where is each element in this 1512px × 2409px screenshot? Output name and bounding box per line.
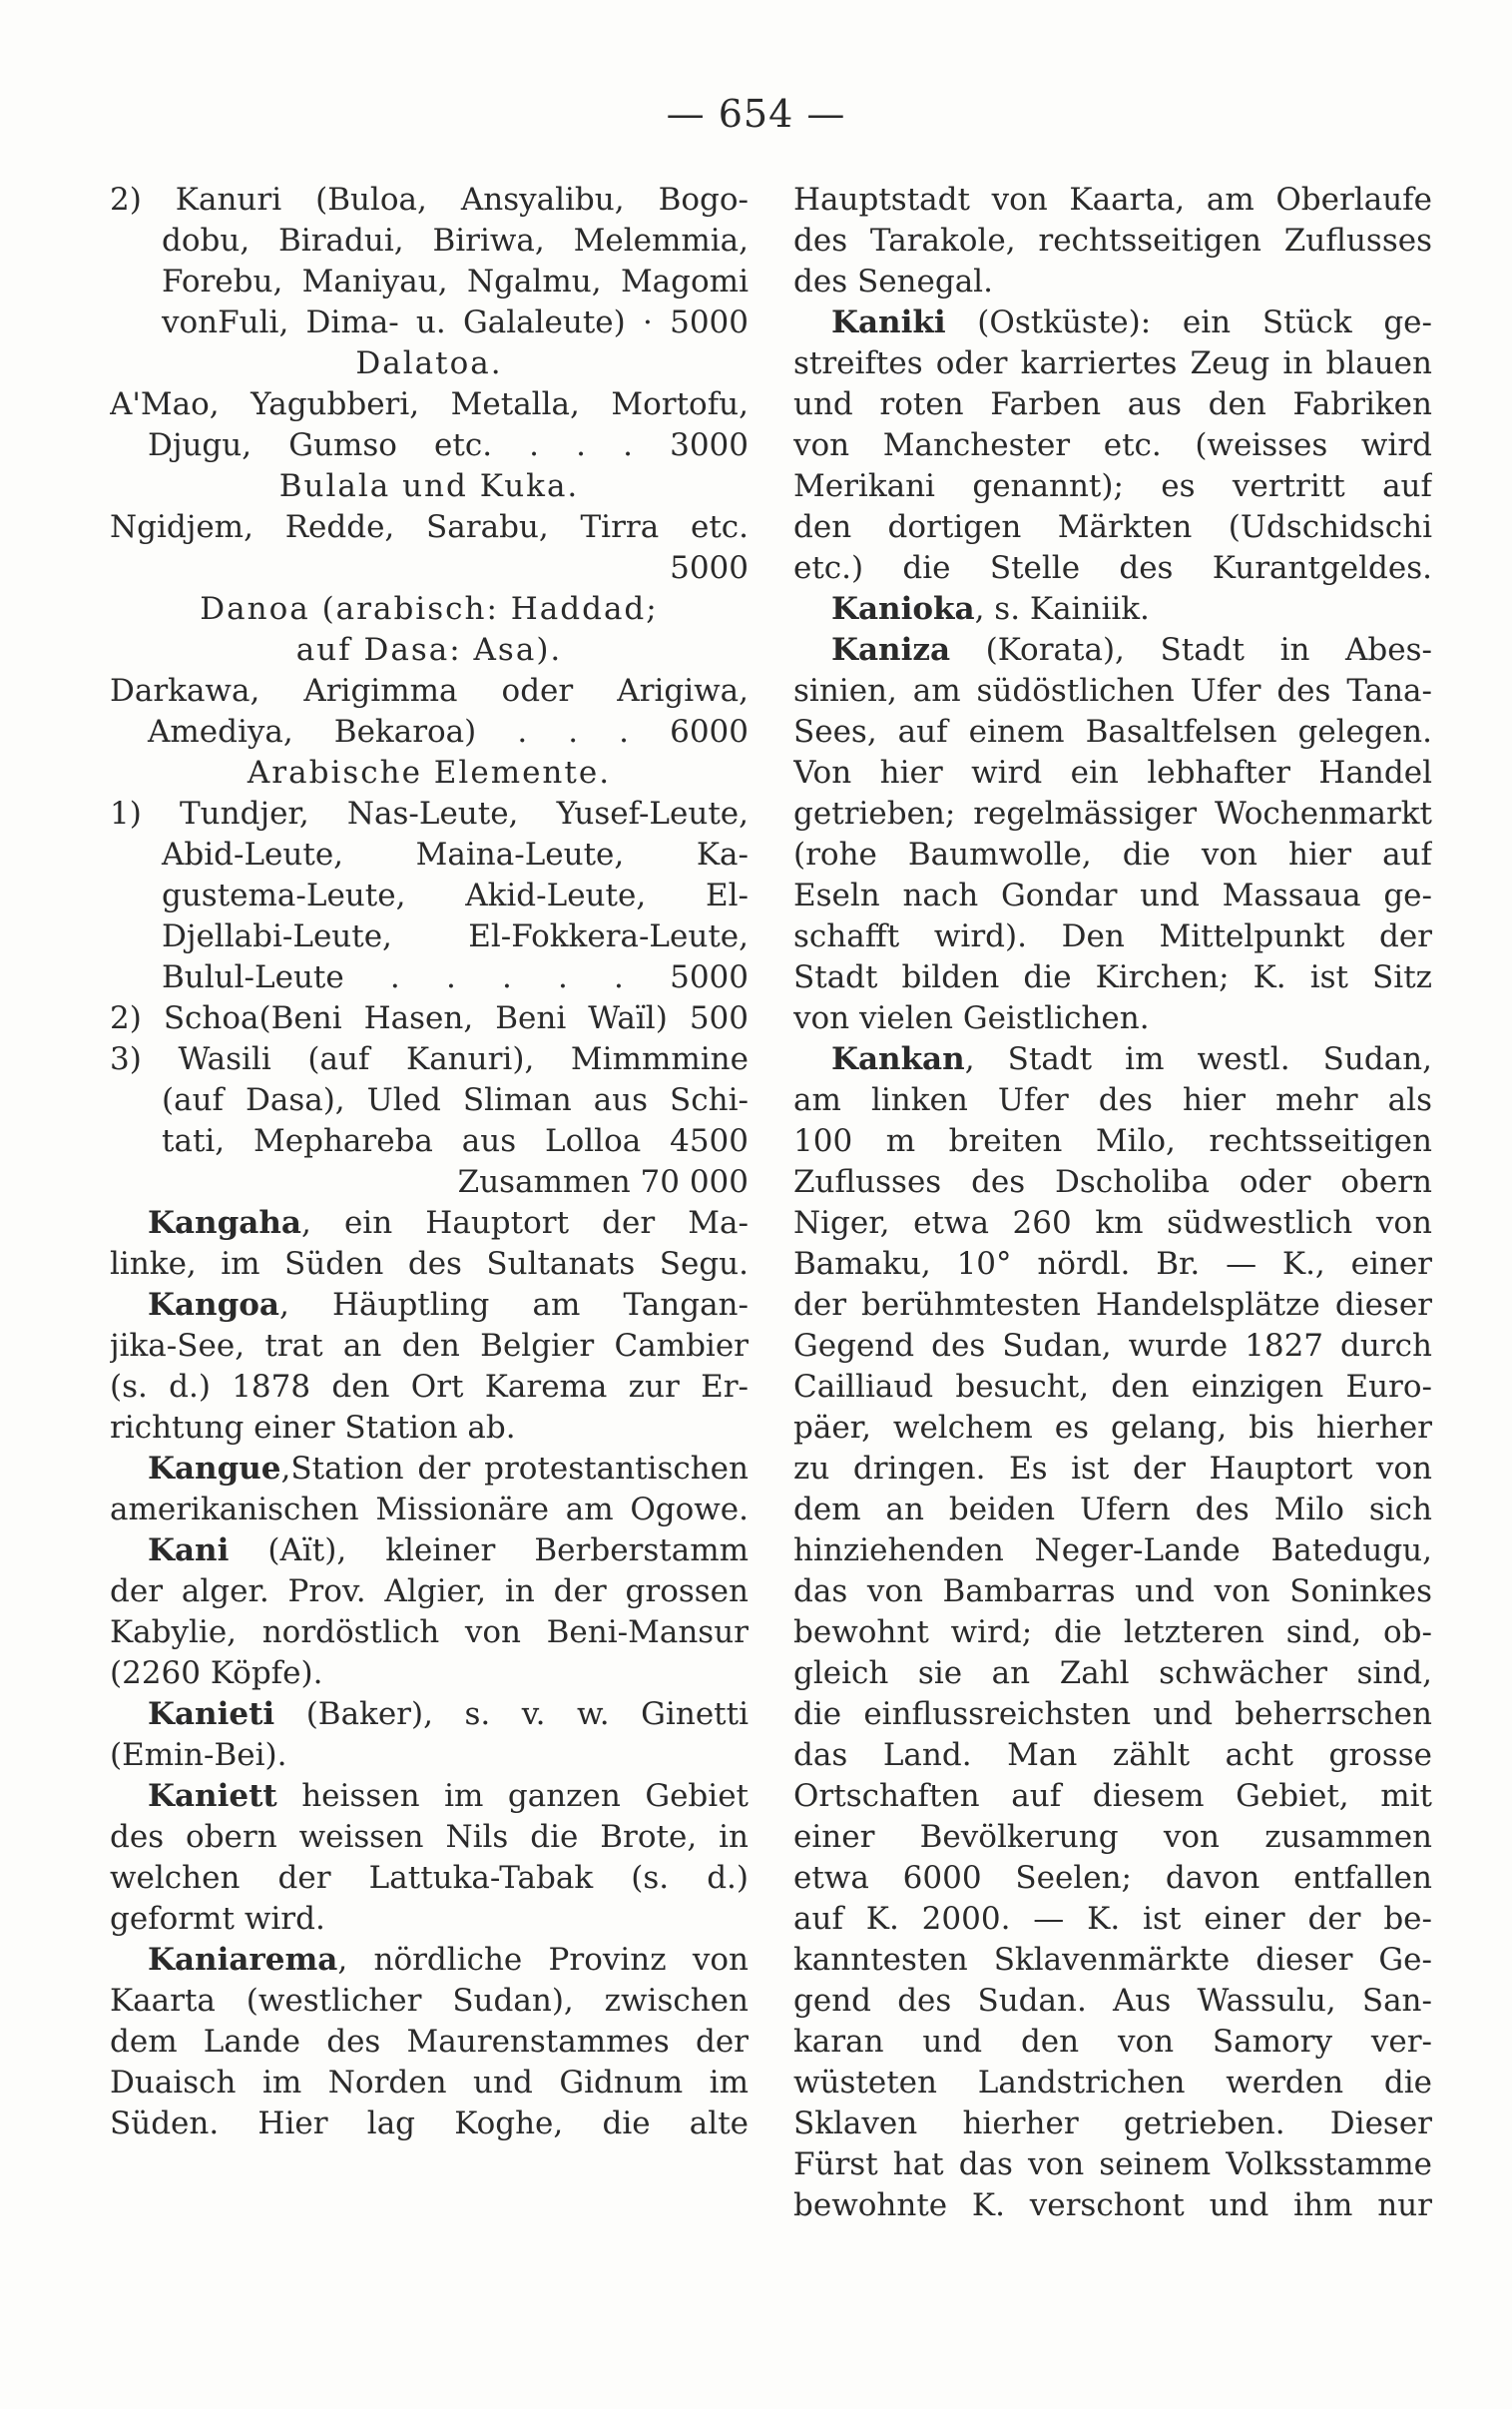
line-text: (Korata), Stadt in Abes- [950, 632, 1432, 668]
line-text: Kabylie, nordöstlich von Beni-Mansur [110, 1614, 749, 1650]
text-line [793, 1367, 1432, 1408]
line-text: gustema-Leute, Akid-Leute, El- [162, 878, 749, 913]
text-line [110, 548, 749, 589]
text-line [793, 384, 1432, 425]
text-line [110, 589, 749, 630]
line-text: bewohnt wird; die letzteren sind, ob- [793, 1614, 1432, 1650]
right-column [793, 180, 1432, 2226]
line-text: Darkawa, Arigimma oder Arigiwa, [110, 673, 749, 709]
line-text: Abid-Leute, Maina-Leute, Ka- [162, 837, 749, 873]
text-line [793, 302, 1432, 343]
line-text: gend des Sudan. Aus Wassulu, San- [793, 1983, 1432, 2019]
text-line [793, 630, 1432, 671]
text-line [793, 1408, 1432, 1449]
line-text: Süden. Hier lag Koghe, die alte [110, 2106, 749, 2141]
text-line [793, 1612, 1432, 1653]
line-text: Hauptstadt von Kaarta, am Oberlaufe [793, 182, 1432, 218]
text-line [110, 712, 749, 753]
line-text: Eseln nach Gondar und Massaua ge- [793, 878, 1432, 913]
text-line [110, 1981, 749, 2022]
line-text: streiftes oder karriertes Zeug in blauen [793, 345, 1432, 381]
line-text: richtung einer Station ab. [110, 1410, 516, 1446]
text-line [793, 1285, 1432, 1326]
text-line [110, 1121, 749, 1162]
line-text: A'Mao, Yagubberi, Metalla, Mortofu, [110, 386, 749, 422]
text-line [110, 1817, 749, 1858]
line-text: Bamaku, 10° nördl. Br. — K., einer [793, 1246, 1432, 1282]
text-line [793, 1653, 1432, 1694]
line-text: hinziehenden Neger-Lande Batedugu, [793, 1532, 1432, 1568]
line-text: , Häuptling am Tangan- [279, 1287, 749, 1323]
line-text: Cailliaud besucht, den einzigen Euro- [793, 1369, 1432, 1405]
line-text: Dalatoa. [355, 345, 503, 381]
text-line [793, 998, 1432, 1039]
entry-headword: Kangue [148, 1451, 281, 1487]
text-line [793, 1121, 1432, 1162]
line-text: heissen im ganzen Gebiet [276, 1778, 749, 1814]
text-line [110, 1408, 749, 1449]
text-line [110, 2022, 749, 2063]
text-line [793, 180, 1432, 221]
entry-headword: Kaniett [148, 1778, 277, 1814]
line-text: den dortigen Märkten (Udschidschi [793, 509, 1432, 545]
text-line [793, 2104, 1432, 2144]
text-line [793, 1571, 1432, 1612]
line-text: etwa 6000 Seelen; davon entfallen [793, 1860, 1432, 1896]
text-line [110, 302, 749, 343]
line-text: (Baker), s. v. w. Ginetti [274, 1696, 749, 1732]
line-text: des Tarakole, rechtsseitigen Zuflusses [793, 223, 1432, 259]
text-line [110, 1571, 749, 1612]
line-text: , nördliche Provinz von [337, 1942, 749, 1978]
text-line [793, 425, 1432, 466]
text-line [793, 548, 1432, 589]
line-text: dem Lande des Maurenstammes der [110, 2024, 749, 2060]
text-line [110, 262, 749, 302]
line-text: tati, Mephareba aus Lolloa 4500 [162, 1123, 749, 1159]
text-line [793, 466, 1432, 507]
line-text: geformt wird. [110, 1901, 325, 1937]
line-text: Ngidjem, Redde, Sarabu, Tirra etc. [110, 509, 749, 545]
line-text: schafft wird). Den Mittelpunkt der [793, 918, 1432, 954]
line-text: das Land. Man zählt acht grosse [793, 1737, 1432, 1773]
text-line [793, 1490, 1432, 1530]
line-text: des Senegal. [793, 264, 993, 300]
line-text: Ortschaften auf diesem Gebiet, mit [793, 1778, 1432, 1814]
line-text: Bulul-Leute . . . . . 5000 [162, 959, 749, 995]
text-line [110, 425, 749, 466]
line-text: Arabische Elemente. [247, 755, 612, 791]
text-line [110, 221, 749, 262]
text-line [793, 1694, 1432, 1735]
text-line [110, 1612, 749, 1653]
line-text: Merikani genannt); es vertritt auf [793, 468, 1432, 504]
line-text: Danoa (arabisch: Haddad; [200, 591, 659, 627]
text-line [793, 2185, 1432, 2226]
entry-headword: Kaniza [831, 632, 951, 668]
line-text: Kaarta (westlicher Sudan), zwischen [110, 1983, 749, 2019]
line-text: Forebu, Maniyau, Ngalmu, Magomi [162, 264, 749, 300]
line-text: (2260 Köpfe). [110, 1655, 323, 1691]
line-text: (rohe Baumwolle, die von hier auf [793, 837, 1432, 873]
line-text: dem an beiden Ufern des Milo sich [793, 1492, 1432, 1527]
line-text: (auf Dasa), Uled Sliman aus Schi- [162, 1082, 749, 1118]
text-line [110, 1694, 749, 1735]
text-line [110, 916, 749, 957]
line-text: Djellabi-Leute, El-Fokkera-Leute, [162, 918, 749, 954]
text-line [793, 1981, 1432, 2022]
line-text: Zuflusses des Dscholiba oder obern [793, 1164, 1432, 1200]
text-line [110, 1203, 749, 1244]
text-line [110, 343, 749, 384]
line-text: zu dringen. Es ist der Hauptort von [793, 1451, 1432, 1487]
line-text: Gegend des Sudan, wurde 1827 durch [793, 1328, 1432, 1364]
line-text: 2) Schoa(Beni Hasen, Beni Waïl) 500 [110, 1000, 749, 1036]
text-line [793, 794, 1432, 835]
line-text: (s. d.) 1878 den Ort Karema zur Er- [110, 1369, 749, 1405]
text-line [793, 589, 1432, 630]
text-line [793, 671, 1432, 712]
text-line [793, 753, 1432, 794]
text-line [110, 998, 749, 1039]
text-line [110, 753, 749, 794]
text-line [793, 1858, 1432, 1899]
line-text: Sklaven hierher getrieben. Dieser [793, 2106, 1432, 2141]
text-line [793, 957, 1432, 998]
text-line [110, 2104, 749, 2144]
line-text: 100 m breiten Milo, rechtsseitigen [793, 1123, 1432, 1159]
line-text: ,Station der protestantischen [280, 1451, 749, 1487]
entry-headword: Kangaha [148, 1205, 301, 1241]
text-line [793, 2063, 1432, 2104]
line-text: amerikanischen Missionäre am Ogowe. [110, 1492, 749, 1527]
text-line [793, 1244, 1432, 1285]
line-text: die einflussreichsten und beherrschen [793, 1696, 1432, 1732]
line-text: 2) Kanuri (Buloa, Ansyalibu, Bogo- [110, 182, 749, 218]
line-text: von Manchester etc. (weisses wird [793, 427, 1432, 463]
text-line [110, 1080, 749, 1121]
line-text: sinien, am südöstlichen Ufer des Tana- [793, 673, 1432, 709]
text-line [110, 630, 749, 671]
line-text: , Stadt im westl. Sudan, [964, 1041, 1432, 1077]
text-line [793, 712, 1432, 753]
line-text: Bulala und Kuka. [278, 468, 580, 504]
text-line [793, 1203, 1432, 1244]
line-text: 1) Tundjer, Nas-Leute, Yusef-Leute, [110, 796, 749, 832]
text-line [110, 384, 749, 425]
text-line [793, 1940, 1432, 1981]
line-text: bewohnte K. verschont und ihm nur [793, 2187, 1432, 2223]
line-text: der berühmtesten Handelsplätze dieser [793, 1287, 1432, 1323]
text-line [793, 343, 1432, 384]
line-text: (Emin-Bei). [110, 1737, 287, 1773]
text-line [793, 1449, 1432, 1490]
line-text: Fürst hat das von seinem Volksstamme [793, 2146, 1432, 2182]
text-line [793, 1080, 1432, 1121]
text-line [793, 1899, 1432, 1940]
line-text: kanntesten Sklavenmärkte dieser Ge- [793, 1942, 1432, 1978]
line-text: (Ostküste): ein Stück ge- [945, 304, 1432, 340]
entry-headword: Kani [148, 1532, 230, 1568]
line-text: vonFuli, Dima- u. Galaleute) · 5000 [162, 304, 749, 340]
text-line [793, 1326, 1432, 1367]
text-line [110, 1285, 749, 1326]
line-text: das von Bambarras und von Soninkes [793, 1573, 1432, 1609]
entry-headword: Kanieti [148, 1696, 275, 1732]
text-line [110, 1490, 749, 1530]
text-line [110, 794, 749, 835]
line-text: Von hier wird ein lebhafter Handel [793, 755, 1432, 791]
text-line [110, 1653, 749, 1694]
page-number: — 654 — [666, 92, 846, 136]
text-line [110, 1039, 749, 1080]
entry-headword: Kaniarema [148, 1942, 338, 1978]
left-column [110, 180, 749, 2144]
line-text: Duaisch im Norden und Gidnum im [110, 2065, 749, 2101]
line-text: , ein Hauptort der Ma- [300, 1205, 749, 1241]
text-line [793, 221, 1432, 262]
text-line [110, 1449, 749, 1490]
line-text: Sees, auf einem Basaltfelsen gelegen. [793, 714, 1432, 750]
line-text: Amediya, Bekaroa) . . . 6000 [148, 714, 749, 750]
line-text: getrieben; regelmässiger Wochenmarkt [793, 796, 1432, 832]
line-text: wüsteten Landstrichen werden die [793, 2065, 1432, 2101]
text-line [110, 1858, 749, 1899]
text-line [110, 1735, 749, 1776]
text-line [110, 957, 749, 998]
text-line [110, 1940, 749, 1981]
line-text: von vielen Geistlichen. [793, 1000, 1150, 1036]
line-text: einer Bevölkerung von zusammen [793, 1819, 1432, 1855]
text-line [110, 1530, 749, 1571]
line-text: Niger, etwa 260 km südwestlich von [793, 1205, 1432, 1241]
text-line [793, 876, 1432, 916]
text-line [110, 180, 749, 221]
text-line [793, 1817, 1432, 1858]
text-line [793, 2144, 1432, 2185]
text-line [110, 1244, 749, 1285]
text-line [793, 1735, 1432, 1776]
entry-headword: Kanioka [831, 591, 975, 627]
text-line [793, 1776, 1432, 1817]
entry-headword: Kangoa [148, 1287, 280, 1323]
text-line [110, 835, 749, 876]
line-text: und roten Farben aus den Fabriken [793, 386, 1432, 422]
text-line [110, 1899, 749, 1940]
line-text: jika-See, trat an den Belgier Cambier [110, 1328, 749, 1364]
text-line [110, 876, 749, 916]
text-line [110, 1367, 749, 1408]
text-line [793, 835, 1432, 876]
line-text: welchen der Lattuka-Tabak (s. d.) [110, 1860, 749, 1896]
line-text: 3) Wasili (auf Kanuri), Mimmmine [110, 1041, 749, 1077]
line-text: , s. Kainiik. [974, 591, 1150, 627]
line-text: päer, welchem es gelang, bis hierher [793, 1410, 1432, 1446]
line-text: am linken Ufer des hier mehr als [793, 1082, 1432, 1118]
text-line [793, 916, 1432, 957]
text-line [793, 1039, 1432, 1080]
text-line [110, 466, 749, 507]
line-text: gleich sie an Zahl schwächer sind, [793, 1655, 1432, 1691]
text-line [793, 262, 1432, 302]
text-line [110, 671, 749, 712]
text-line [110, 2063, 749, 2104]
line-text: des obern weissen Nils die Brote, in [110, 1819, 749, 1855]
line-text: Djugu, Gumso etc. . . . 3000 [148, 427, 749, 463]
line-text: etc.) die Stelle des Kurantgeldes. [793, 550, 1432, 586]
entry-headword: Kaniki [831, 304, 946, 340]
line-text: dobu, Biradui, Biriwa, Melemmia, [162, 223, 749, 259]
line-text: auf K. 2000. — K. ist einer der be- [793, 1901, 1432, 1937]
line-text: Stadt bilden die Kirchen; K. ist Sitz [793, 959, 1432, 995]
line-text: (Aït), kleiner Berberstamm [229, 1532, 749, 1568]
line-text: karan und den von Samory ver- [793, 2024, 1432, 2060]
line-text: auf Dasa: Asa). [295, 632, 563, 668]
text-line [793, 507, 1432, 548]
text-line [110, 1326, 749, 1367]
text-line [110, 507, 749, 548]
text-line [793, 2022, 1432, 2063]
line-text: der alger. Prov. Algier, in der grossen [110, 1573, 749, 1609]
text-line [793, 1162, 1432, 1203]
text-line [110, 1776, 749, 1817]
line-text: linke, im Süden des Sultanats Segu. [110, 1246, 749, 1282]
line-text: 5000 [670, 550, 749, 586]
line-text: Zusammen 70 000 [457, 1164, 749, 1200]
text-line [793, 1530, 1432, 1571]
text-line [110, 1162, 749, 1203]
entry-headword: Kankan [831, 1041, 965, 1077]
